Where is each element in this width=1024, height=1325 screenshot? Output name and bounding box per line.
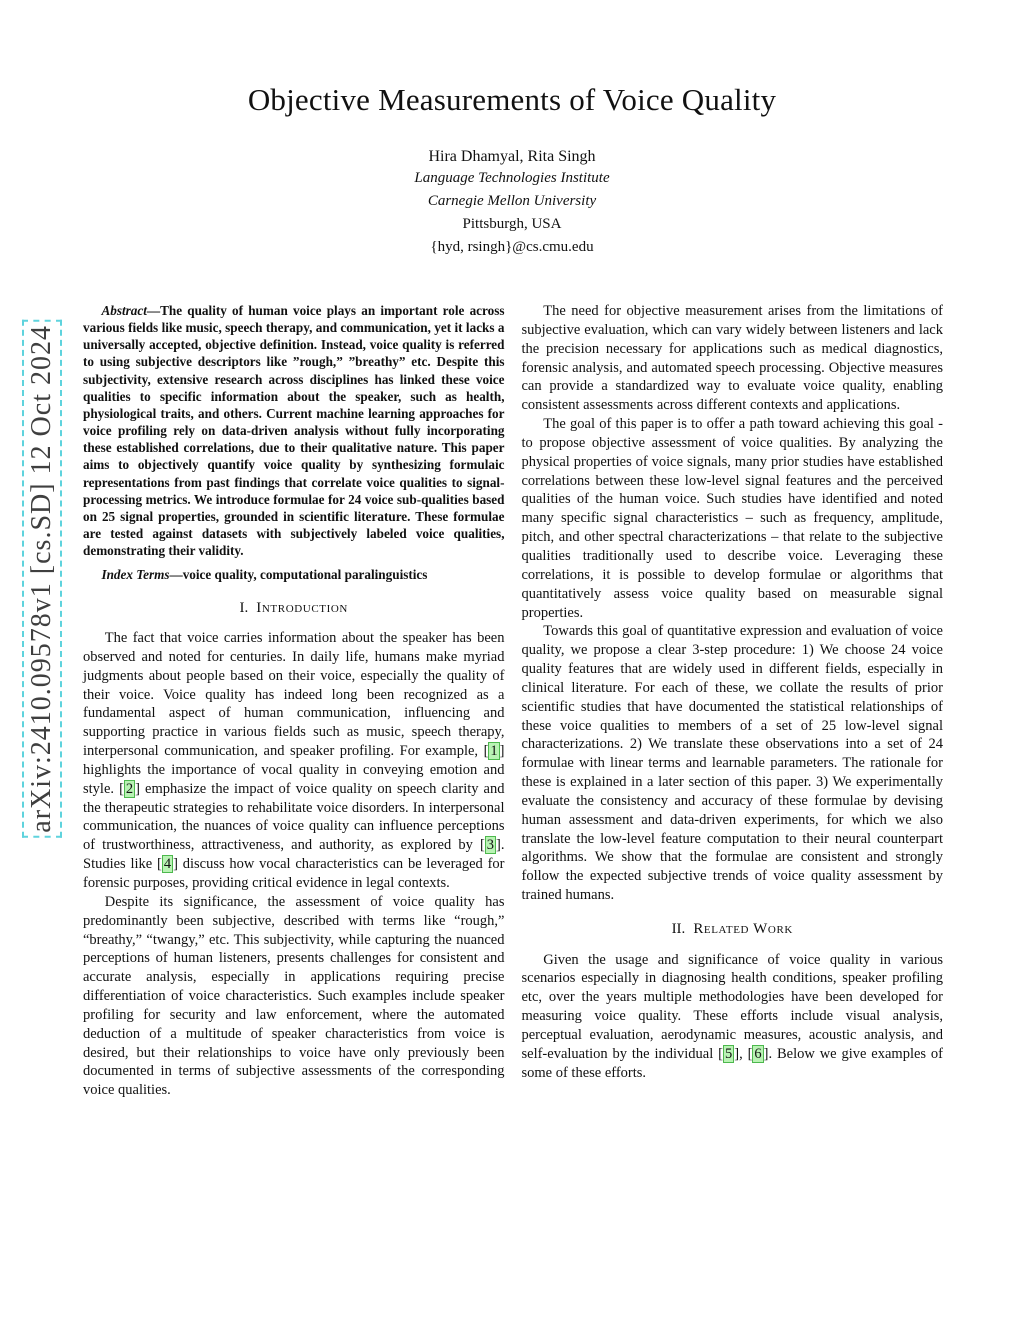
abstract-text: —The quality of human voice plays an important role across various fields like music, speech therapy, and communication, yet it lacks a universally accepted, objective definition. Instead, voice quality is referred to using subjective descriptors like ”rough,” ”breathy” etc. Despite this subjectivity, extensive research across disciplines has linked these voice qualities to specific information about the speaker, such as health, physiological traits, and others. Current machine learning approaches for voice profiling rely on data-driven analysis without fully incorporating these established correlations, due to their qualitative nature. This paper aims to objectively quantify voice quality by synthesizing formulaic representations from past findings that correlate voice qualities to signal-processing metrics. We introduce formulae for 24 voice sub-qualities based on 25 signal properties, grounded in scientific literature. These formulae are tested against datasets with subjectively labeled voice qualities, demonstrating their validity.: [83, 303, 505, 559]
index-terms: [83, 566, 505, 583]
paper-title: Objective Measurements of Voice Quality: [247, 82, 777, 117]
section-heading-introduction: [83, 599, 505, 619]
related-work-paragraph-1: Given the usage and significance of voice quality in various scenarios especially in diagnosing health conditions, speaker profiling etc, over the years multiple methodologies have been developed for measuring voice quality. These efforts include visual analysis, perceptual evaluation, aerodynamic measures, acoustic analysis, and self-evaluation by the individual [ 5 ], [ 6 ]. Below we give examples of some of these efforts.: [521, 951, 944, 1081]
affiliation-institute: Language Technologies Institute: [414, 170, 610, 186]
section-title: Related Work: [693, 921, 793, 937]
introduction-paragraph-2: Despite its significance, the assessment of voice quality has predominantly been subjective, described with terms like “rough,” “breathy,” “twangy,” etc. This subjectivity, while capturing the nuanced perceptions of human listeners, presents challenges for consistent and accurate analysis, especially in applications requiring precise differentiation of voice characteristics. Such examples include speaker profiling for security and law enforcement, where the automated deduction of a multitude of speaker characteristics from voice is desired, but their relationships to voice have only previously been documented in terms of subjective assessments of the corresponding voice qualities.: [83, 893, 505, 1099]
citation-ref[interactable]: 5: [724, 1045, 733, 1062]
index-terms-label: Index Terms: [101, 567, 170, 583]
section-number: II.: [671, 921, 686, 937]
introduction-paragraph-3: The need for objective measurement arises from the limitations of subjective evaluation, which can vary widely between listeners and lack the precision necessary for applications such as medical diagnostics, forensic analysis, and automated speech processing. Objective measures can provide a standardized way to evaluate voice quality, enabling consistent assessments across different contexts and applications.: [521, 303, 943, 414]
citation-ref[interactable]: 1: [490, 743, 498, 760]
paper-header: [0, 0, 1024, 258]
citation-ref[interactable]: 4: [163, 856, 172, 873]
affiliation-location: Pittsburgh, USA: [462, 216, 562, 232]
citation-ref[interactable]: 2: [125, 780, 134, 797]
author-email: {hyd, rsingh}@cs.cmu.edu: [430, 239, 594, 255]
affiliation-university: Carnegie Mellon University: [427, 193, 597, 209]
section-title: Introduction: [256, 599, 348, 616]
left-column: [83, 302, 505, 1100]
section-number: I.: [239, 599, 249, 616]
introduction-paragraph-1: The fact that voice carries information about the speaker has been observed and noted for centuries. In daily life, humans make myriad judgments about people based on their voice, especially the quality of their voice. Voice quality has indeed long been recognized as a fundamental aspect of human communication, influencing and supporting practice in various fields such as music, speech therapy, interpersonal communication, and speaker profiling. For example, [ 1 ] highlights the importance of vocal quality in conveying emotion and style. [ 2 ] emphasize the impact of voice quality on speech clarity and the therapeutic strategies to rehabilitate voice disorders. In interpersonal communication, the nuances of voice quality can influence perceptions of trustworthiness, attractiveness, and authority, as explored by [ 3 ]. Studies like [ 4 ] discuss how vocal characteristics can be leveraged for forensic purposes, providing critical evidence in legal contexts.: [83, 630, 505, 891]
two-column-body: [0, 302, 1024, 1100]
citation-ref[interactable]: 3: [486, 837, 495, 854]
right-column: [522, 302, 944, 1100]
citation-ref[interactable]: 6: [754, 1045, 762, 1062]
abstract-label: Abstract: [101, 303, 147, 318]
introduction-paragraph-5: Towards this goal of quantitative expression and evaluation of voice quality, we propose a clear 3-step procedure: 1) We choose 24 voice quality features that are widely used in different fields, especially in clinical literature. For each of these, we collate the results of prior scientific studies that have documented the statistical relationships of these voice qualities to members of a set of 25 low-level signal characterizations. 2) We translate these observations into a set of 24 formulae with linear terms and learnable parameters. The rationale for these is explained in a later section of this paper. 3) We experimentally evaluate the consistency and accuracy of these formulae by devising human assessment and data-driven experiments, for which we also translate the low-level feature computation to their neural counterpart algorithms. We show that the formulae are consistent and strongly follow the expected subjective trends of voice quality assessment by trained humans.: [521, 623, 943, 904]
index-terms-text: —voice quality, computational paralinguistics: [169, 567, 428, 583]
introduction-paragraph-4: The goal of this paper is to offer a path toward achieving this goal - to propose objective assessment of voice qualities. By analyzing the physical properties of voice signals, many prior studies have established correlations between these low-level signal features and the perceived qualities of the human voice. Such studies have identified and noted many specific signal characteristics – such as frequency, amplitude, pitch, and other spectral characterizations – that relate to the subjective qualities traditionally used to describe voice. Leveraging these correlations, it is possible to develop formulae or algorithms that quantitatively assess voice quality based on measurable signal properties.: [521, 416, 943, 621]
authors: Hira Dhamyal, Rita Singh: [428, 148, 596, 165]
abstract: [83, 302, 505, 559]
section-heading-related-work: [522, 920, 944, 940]
arxiv-watermark-link[interactable]: arXiv:2410.09578v1 [cs.SD] 12 Oct 2024: [22, 320, 62, 838]
